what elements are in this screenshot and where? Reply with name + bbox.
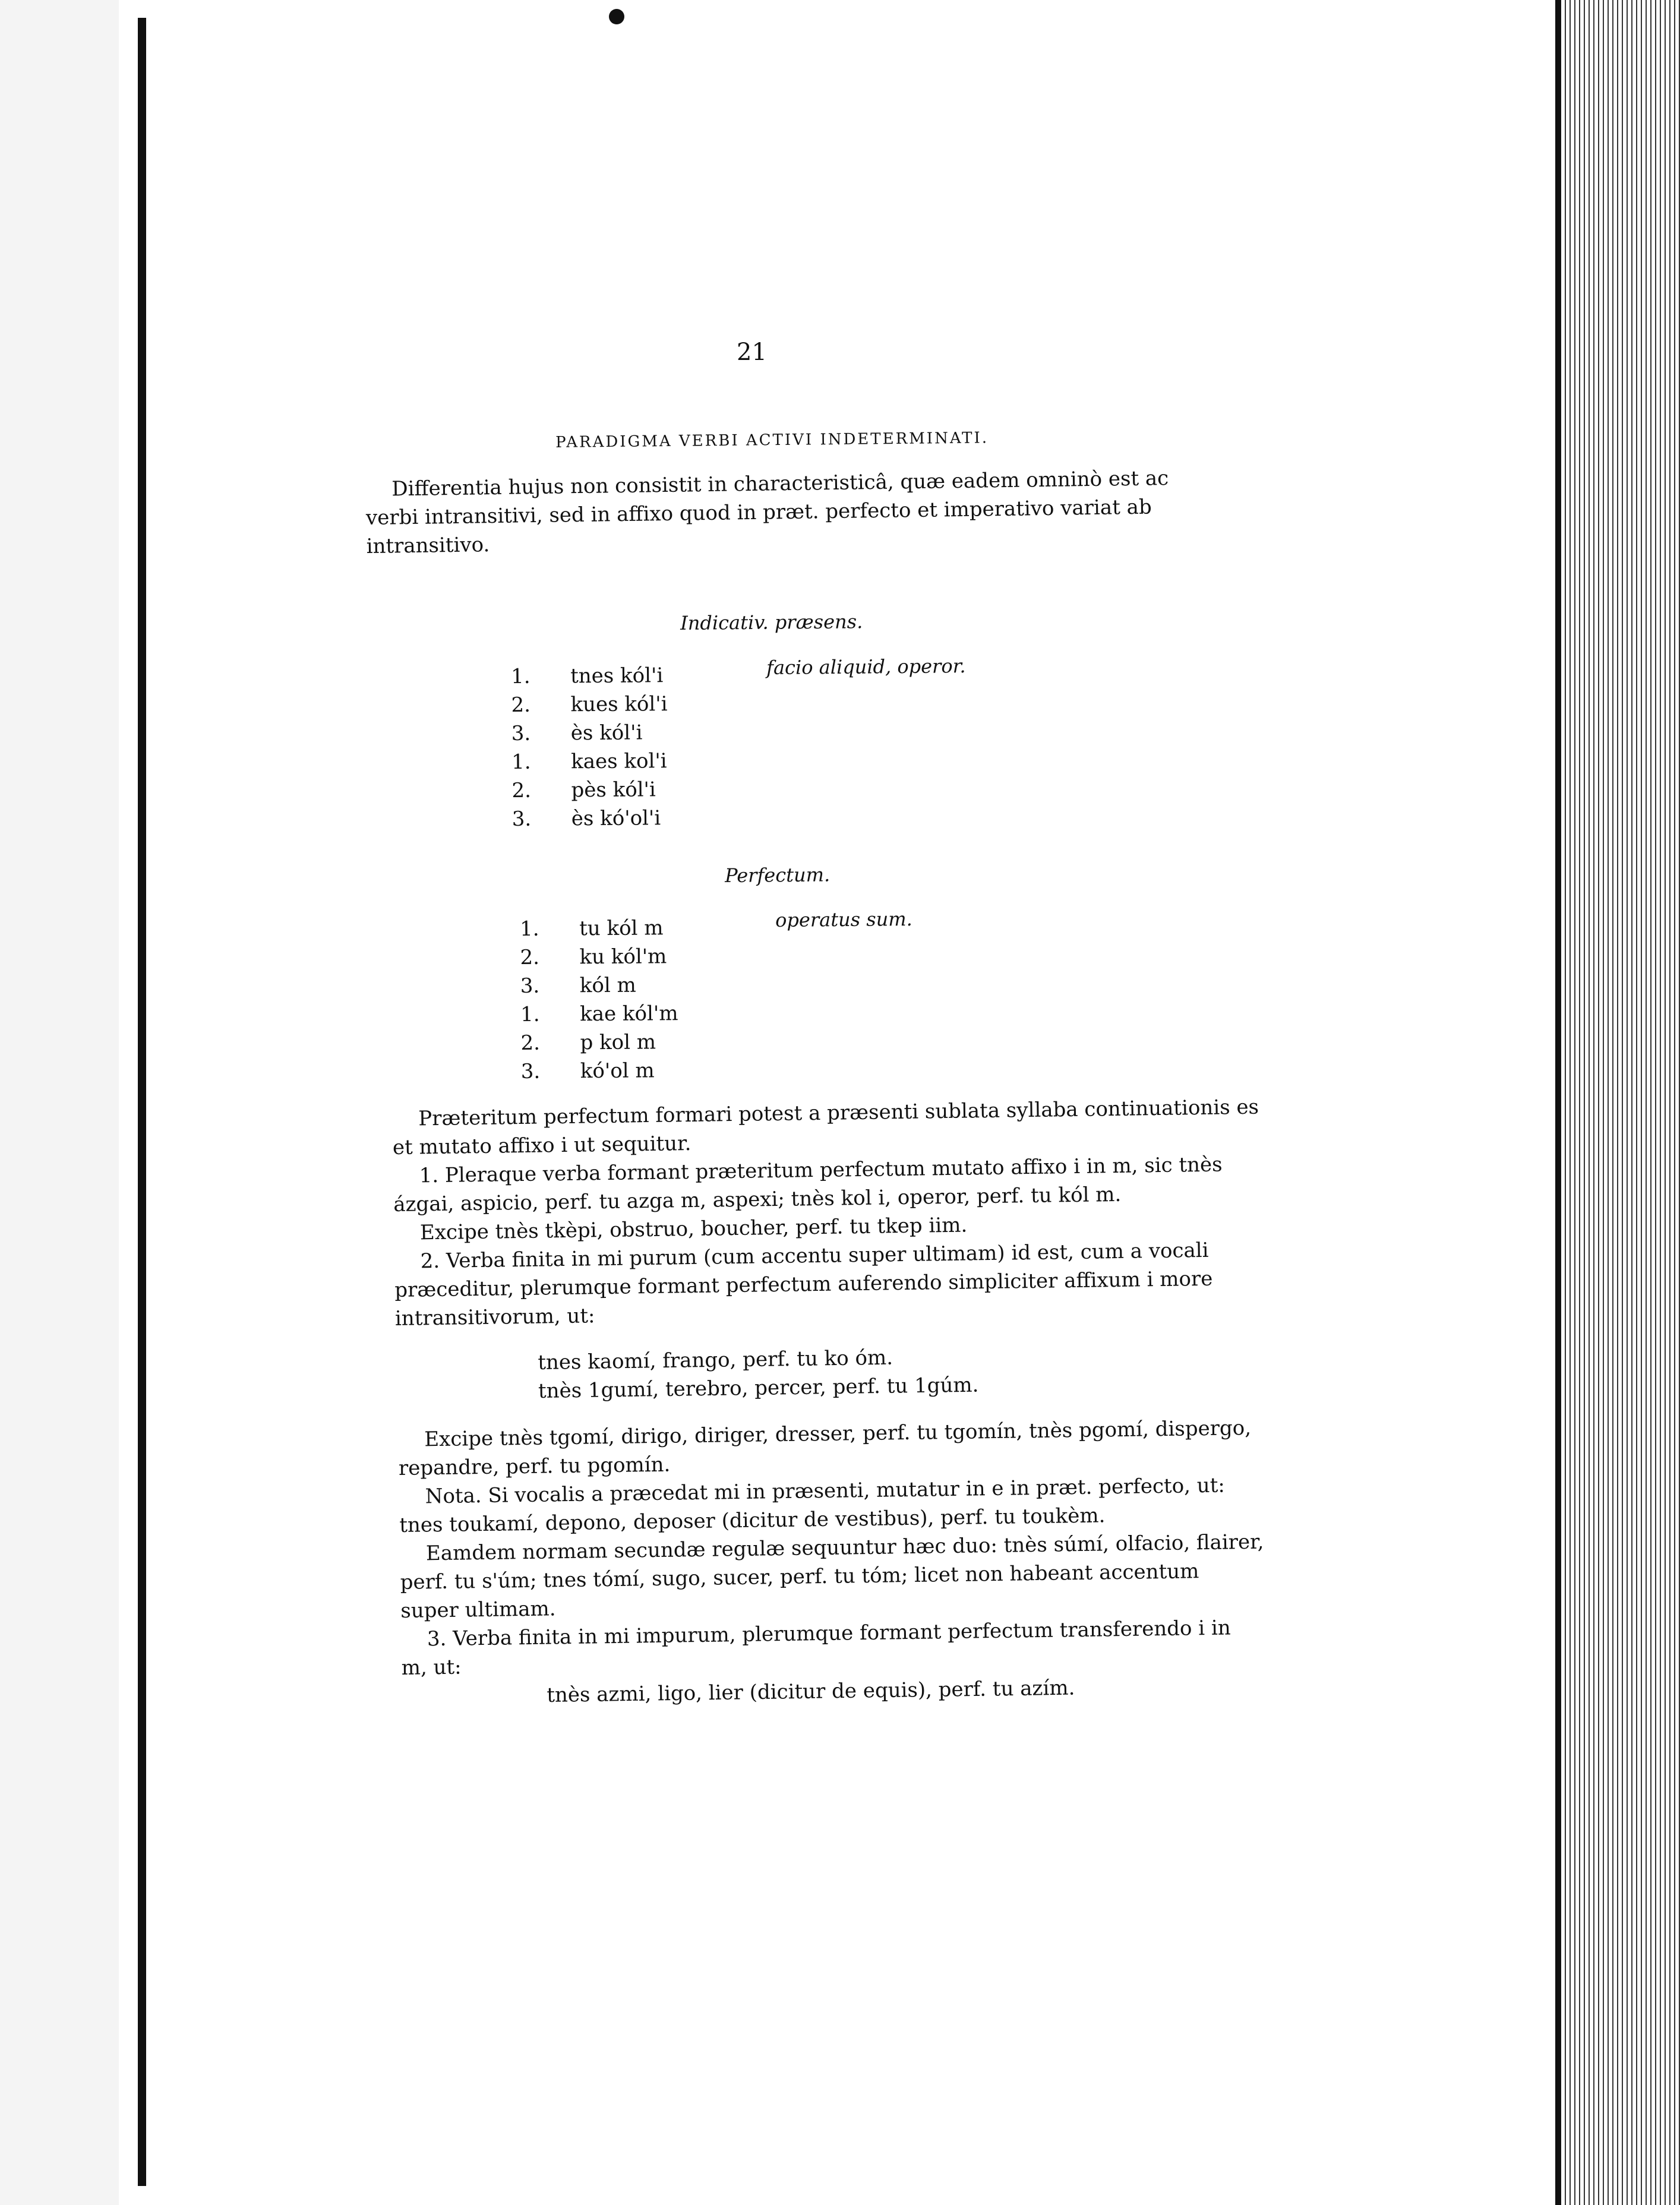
verb-form: kól m [579,973,636,998]
body-line: præceditur, plerumque formant perfectum auferendo simpliciter affixum i more [394,1266,1213,1302]
body-line: tnes toukamí, depono, deposer (dicitur de vestibus), perf. tu toukèm. [399,1503,1106,1537]
person-number: 3. [520,974,540,998]
body-line: repandre, perf. tu pgomín. [398,1452,671,1480]
left-page-margin [0,0,119,2205]
perfect-gloss: operatus sum. [775,907,912,931]
examples-block-a [538,1342,979,1405]
verb-form: pès kól'i [571,778,656,803]
person-number: 3. [511,721,531,745]
intro-line: verbi intransitivi, sed in affixo quod in præt. perfecto et imperativo variat ab [365,495,1152,530]
example-line: tnes kaomí, frango, perf. tu ko óm. [538,1345,893,1375]
conjugation-row [511,661,667,691]
conjugation-row [511,775,668,805]
body-line: perf. tu s'úm; tnes tómí, sugo, sucer, perf. tu tóm; licet non habeant accentum [400,1559,1199,1594]
body-line: m, ut: [401,1655,462,1680]
perfect-conjugation-table [520,914,678,1086]
indicative-conjugation-table [511,661,668,833]
person-number: 1. [511,664,530,688]
conjugation-row [520,999,678,1029]
body-line: super ultimam. [400,1597,556,1623]
conjugation-row [520,914,678,943]
conjugation-row [511,747,668,776]
person-number: 2. [520,945,540,969]
verb-form: ès kól'i [570,721,643,745]
person-number: 2. [511,778,532,803]
person-number: 2. [511,693,531,717]
verb-form: kues kól'i [570,692,668,717]
person-number: 3. [520,1059,541,1083]
body-line: intransitivorum, ut: [394,1304,595,1331]
body-line: 1. Pleraque verba formant præteritum perfectum mutato affixo i in m, sic tnès [419,1152,1223,1188]
verb-form: p kol m [580,1030,656,1055]
body-line: ázgai, aspicio, perf. tu azga m, aspexi; tnès kol i, operor, perf. tu kól m. [393,1182,1122,1217]
conjugation-row [511,690,667,719]
verb-form: ku kól'm [579,944,667,969]
conjugation-row [521,1056,679,1086]
body-line: 2. Verba finita in mi purum (cum accentu super ultimam) id est, cum a vocali [420,1238,1209,1274]
person-number: 1. [520,917,539,941]
body-line: Nota. Si vocalis a præcedat mi in præsenti, mutatur in e in præt. perfecto, ut: [425,1473,1226,1509]
conjugation-row [511,718,668,748]
verb-form: kae kól'm [580,1002,678,1026]
person-number: 1. [511,750,531,774]
intro-paragraph [365,464,1169,561]
book-page-edges [1561,0,1680,2205]
body-line: Excipe tnès tgomí, dirigo, diriger, dresser, perf. tu tgomín, tnès pgomí, dispergo, [424,1416,1252,1452]
body-line: Excipe tnès tkèpi, obstruo, boucher, perf. tu tkep iim. [419,1213,968,1245]
example-line: tnès azmi, ligo, lier (dicitur de equis), perf. tu azím. [547,1676,1075,1707]
page-number: 21 [737,339,767,366]
conjugation-row [520,1028,678,1057]
indicative-title: Indicativ. præsens. [680,610,863,634]
book-gutter-shadow [138,18,146,2186]
person-number: 1. [520,1002,540,1026]
verb-form: kaes kol'i [571,749,667,774]
section-heading: PARADIGMA VERBI ACTIVI INDETERMINATI. [555,429,989,451]
body-line: Eamdem normam secundæ regulæ sequuntur hæc duo: tnès súmí, olfacio, flairer, [425,1530,1264,1566]
intro-line: Differentia hujus non consistit in characteristicâ, quæ eadem omninò est ac [391,466,1169,501]
verb-form: ès kó'ol'i [571,806,661,831]
conjugation-row [520,971,678,1000]
perfect-title: Perfectum. [725,863,830,887]
body-line: Præteritum perfectum formari potest a præsenti sublata syllaba continuationis es [418,1095,1259,1131]
person-number: 2. [520,1031,541,1055]
body-line: et mutato affixo i ut sequitur. [392,1131,691,1160]
rules-paragraph-b [398,1414,1264,1682]
verb-form: tnes kól'i [570,664,664,688]
rules-paragraph-a [392,1094,1259,1333]
person-number: 3. [511,807,532,831]
body-line: 3. Verba finita in mi impurum, plerumque formant perfectum transferendo i in [427,1616,1231,1651]
verb-form: kó'ol m [580,1059,655,1083]
right-page-border [1555,0,1561,2205]
verb-form: tu kól m [579,916,664,941]
example-line: tnès 1gumí, terebro, percer, perf. tu 1gúm. [538,1373,979,1403]
top-binding-mark [609,9,624,24]
conjugation-row [520,942,678,972]
indicative-gloss: facio aliquid, operor. [766,655,966,679]
intro-line: intransitivo. [366,533,490,558]
conjugation-row [512,804,668,833]
